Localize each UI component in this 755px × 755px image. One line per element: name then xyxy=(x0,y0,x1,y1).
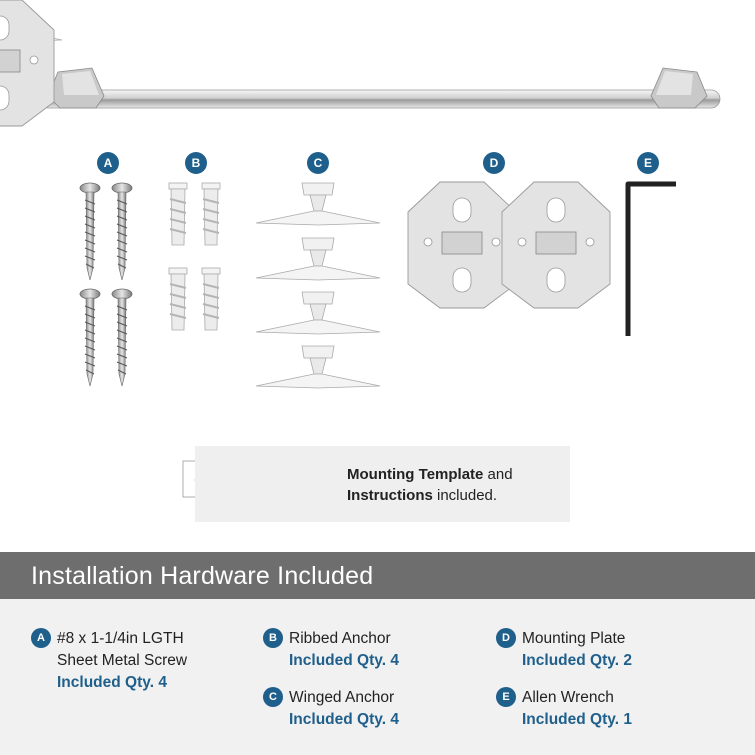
mounting-plate-name: Mounting Plate xyxy=(522,630,626,647)
badge-e: E xyxy=(637,152,659,174)
legend-badge-e: E xyxy=(496,687,516,707)
legend-text-b xyxy=(289,628,399,672)
legend-text-a xyxy=(57,628,187,694)
mounting-plate-qty: Included Qty. 2 xyxy=(522,652,632,669)
template-included: included. xyxy=(432,487,498,504)
badge-c: C xyxy=(307,152,329,174)
legend-badge-a: A xyxy=(31,628,51,648)
badge-a: A xyxy=(97,152,119,174)
allen-wrench-qty: Included Qty. 1 xyxy=(522,711,632,728)
legend-badge-c: C xyxy=(263,687,283,707)
winged-anchor-qty: Included Qty. 4 xyxy=(289,711,399,728)
banner-title: Installation Hardware Included xyxy=(31,562,374,590)
legend-badge-d: D xyxy=(496,628,516,648)
template-title: Mounting Template xyxy=(347,466,484,483)
template-text xyxy=(347,464,513,506)
allen-wrench xyxy=(628,184,676,336)
screw-line1: #8 x 1-1/4in LGTH xyxy=(57,630,184,647)
badge-d: D xyxy=(483,152,505,174)
winged-anchors xyxy=(0,0,380,388)
template-and: and xyxy=(483,466,513,483)
legend-text-c xyxy=(289,687,399,731)
screw-qty: Included Qty. 4 xyxy=(57,674,167,691)
section-banner xyxy=(0,552,755,599)
legend-text-d xyxy=(522,628,632,672)
legend-text-e xyxy=(522,687,632,731)
winged-anchor-name: Winged Anchor xyxy=(289,689,395,706)
ribbed-anchor-qty: Included Qty. 4 xyxy=(289,652,399,669)
ribbed-anchor-name: Ribbed Anchor xyxy=(289,630,391,647)
towel-bar xyxy=(40,68,720,108)
screw-line2: Sheet Metal Screw xyxy=(57,652,188,669)
allen-wrench-name: Allen Wrench xyxy=(522,689,614,706)
badge-b: B xyxy=(185,152,207,174)
hardware-legend xyxy=(0,599,755,755)
legend-badge-b: B xyxy=(263,628,283,648)
template-instructions: Instructions xyxy=(347,487,433,504)
mounting-template-box xyxy=(195,446,570,522)
